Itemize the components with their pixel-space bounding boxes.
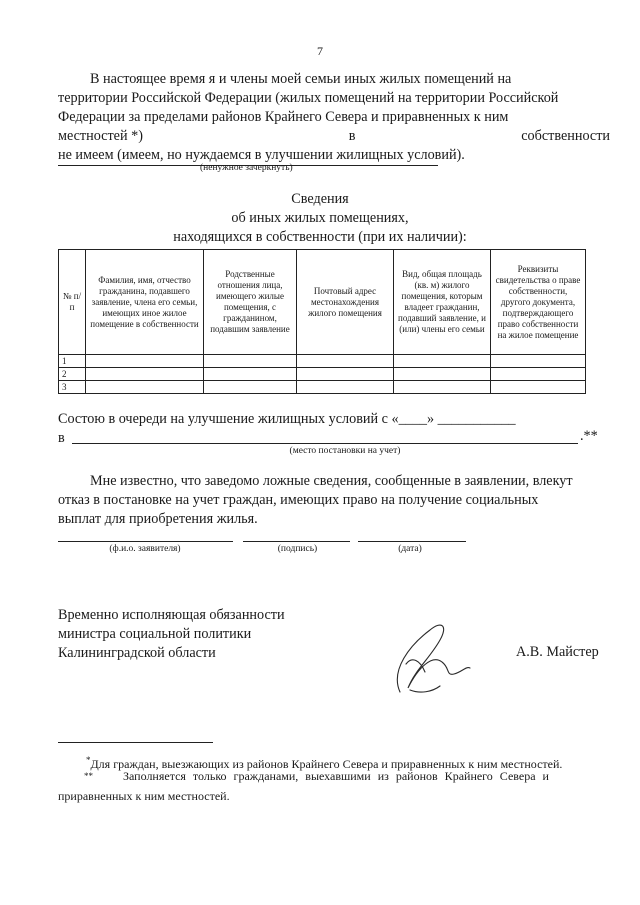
cell[interactable]: [204, 381, 297, 394]
table-row: [59, 381, 586, 394]
queue-place-caption: (место постановки на учет): [289, 446, 401, 456]
cell[interactable]: [491, 355, 586, 368]
cell[interactable]: [204, 368, 297, 381]
footnote-2-text-a: Заполняется только гражданами, выехавшими из районов Крайнего Севера и: [123, 769, 549, 783]
liability-line-1: Мне известно, что заведомо ложные сведения, сообщенные в заявлении, влекут: [90, 473, 573, 489]
table-row: [59, 355, 586, 368]
cell[interactable]: [86, 368, 204, 381]
table-header-row: [59, 250, 586, 355]
cell[interactable]: [394, 355, 491, 368]
footnote-2: [58, 768, 610, 804]
col-relation: Родственные отношения лица, имеющего жилые помещения, с гражданином, подавшим заявление: [204, 250, 297, 355]
table-row: [59, 368, 586, 381]
footnote-1-text: Для граждан, выезжающих из районов Крайнего Севера и приравненных к ним местностей.: [90, 757, 563, 771]
official-line-2: министра социальной политики: [58, 626, 252, 642]
queue-place-prefix: в: [58, 430, 65, 446]
liability-line-2: отказ в постановке на учет граждан, имеющих право на получение социальных: [58, 492, 539, 508]
info-title-line-3: находящихся в собственности (при их наличии):: [173, 229, 467, 245]
official-block: [58, 606, 285, 663]
fio-caption: (ф.и.о. заявителя): [109, 544, 181, 554]
col-number: № п/п: [59, 250, 86, 355]
statement-line-4-b: в: [348, 128, 356, 144]
col-fio: Фамилия, имя, отчество гражданина, подавшего заявление, члена его семьи, имеющих иное жилое помещение в собственности: [86, 250, 204, 355]
cell[interactable]: [86, 355, 204, 368]
statement-line-4-a: местностей *): [58, 128, 143, 144]
info-title: [0, 190, 640, 247]
info-title-line-2: об иных жилых помещениях,: [231, 210, 409, 226]
row-number: 2: [59, 368, 86, 381]
strike-note: (ненужное зачеркнуть): [200, 163, 293, 173]
statement-line-1: В настоящее время я и члены моей семьи иных жилых помещений на: [90, 71, 512, 87]
queue-line: Состою в очереди на улучшение жилищных условий с «____» ___________: [58, 411, 516, 427]
date-caption: (дата): [398, 544, 422, 554]
footnote-2-first-line: [58, 768, 610, 788]
official-line-3: Калининградской области: [58, 645, 216, 661]
cell[interactable]: [394, 368, 491, 381]
queue-place-suffix: .**: [580, 428, 598, 444]
residence-statement: [58, 70, 610, 165]
cell[interactable]: [394, 381, 491, 394]
liability-statement: [58, 472, 610, 529]
cell[interactable]: [86, 381, 204, 394]
liability-line-3: выплат для приобретения жилья.: [58, 511, 258, 527]
page-number: 7: [317, 44, 323, 58]
info-title-line-1: Сведения: [291, 191, 349, 207]
signature-caption: (подпись): [277, 544, 318, 554]
row-number: 3: [59, 381, 86, 394]
footnote-2-mark: **: [84, 771, 93, 781]
row-number: 1: [59, 355, 86, 368]
footnote-2-text-b: приравненных к ним местностей.: [58, 789, 230, 803]
statement-line-5: не имеем (имеем, но нуждаемся в улучшении жилищных условий).: [58, 147, 465, 163]
handwritten-signature: [370, 610, 480, 700]
statement-line-3: Федерации за пределами районов Крайнего Севера и приравненных к ним: [58, 109, 509, 125]
col-address: Почтовый адрес местонахождения жилого помещения: [297, 250, 394, 355]
property-table: [58, 249, 586, 394]
col-certificate: Реквизиты свидетельства о праве собственности, другого документа, подтверждающего право собственности на жилое помещение: [491, 250, 586, 355]
date-field[interactable]: [358, 541, 466, 542]
statement-line-2: территории Российской Федерации (жилых помещений на территории Российской: [58, 90, 559, 106]
official-name: А.В. Майстер: [516, 644, 599, 660]
signature-field[interactable]: [243, 541, 350, 542]
queue-place-field[interactable]: [72, 443, 578, 444]
official-line-1: Временно исполняющая обязанности: [58, 607, 285, 623]
cell[interactable]: [491, 381, 586, 394]
col-area: Вид, общая площадь (кв. м) жилого помещения, которым владеет гражданин, подавший заявление, и (или) члены его семьи: [394, 250, 491, 355]
cell[interactable]: [297, 368, 394, 381]
footnote-1-mark: *: [86, 755, 91, 765]
footnote-separator: [58, 742, 213, 743]
cell[interactable]: [491, 368, 586, 381]
statement-line-4-c: собственности: [521, 128, 610, 144]
statement-line-4: [58, 127, 610, 146]
fio-field[interactable]: [58, 541, 233, 542]
cell[interactable]: [297, 355, 394, 368]
cell[interactable]: [204, 355, 297, 368]
cell[interactable]: [297, 381, 394, 394]
